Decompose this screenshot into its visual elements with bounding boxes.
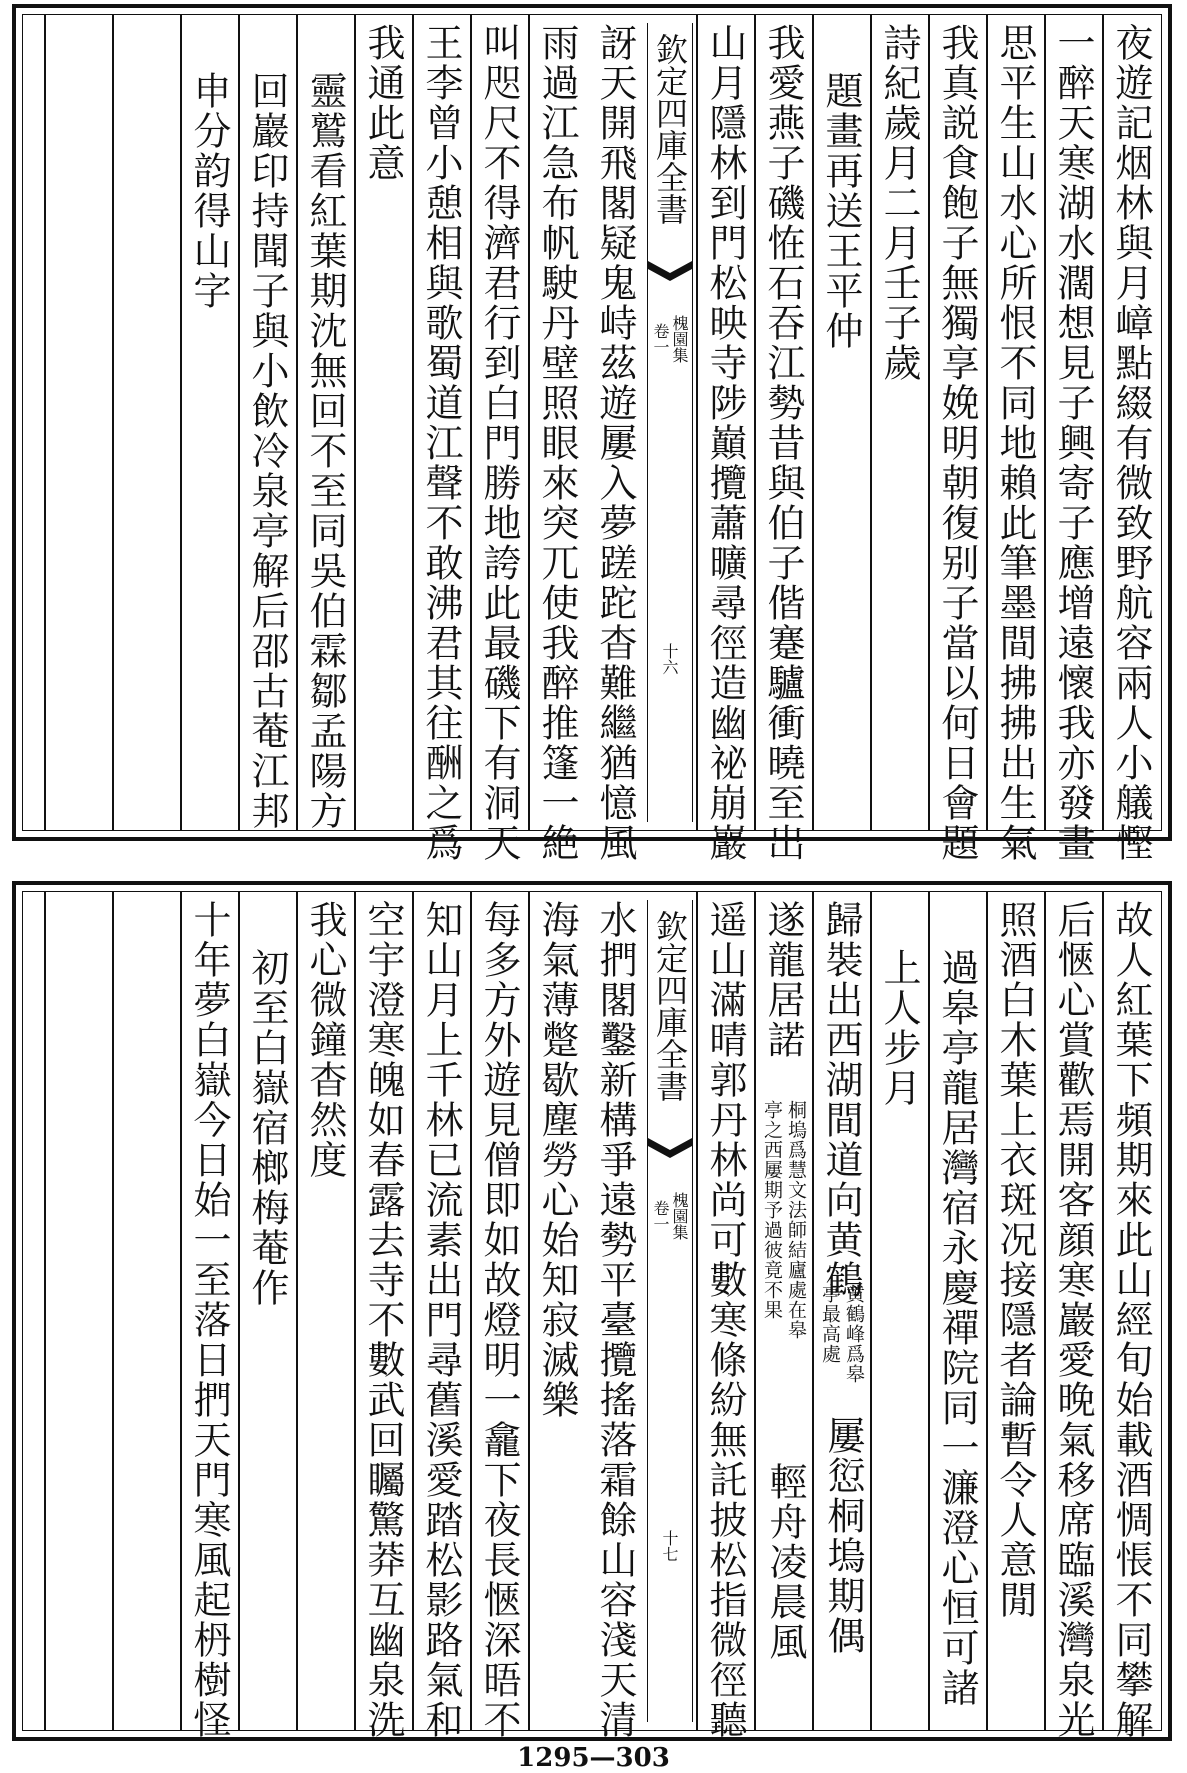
blank-column [117,23,177,822]
center-fold [647,23,693,822]
fishtail-mark-icon [648,1138,692,1164]
library-title: 欽定四庫全書 [651,33,689,225]
bottom-page [12,881,1172,1741]
text-column: 遥山滿晴郭丹林尚可數寒條紛無託披松指微徑聽 [701,900,751,1722]
poem-title: 上人步月 [875,900,925,1722]
text-column: 海氣薄蹩歇塵勞心始知寂滅樂 [533,900,583,1722]
page-number: 十六 [660,643,679,675]
poem-title: 申分韵得山字 [185,23,235,822]
text-column: 我通此意 [359,23,409,822]
text-column: 思平生山水心所恨不同地賴此筆墨間拂拂出生氣 [991,23,1041,822]
text-column: 我愛燕子磯恠石吞江勢昔與伯子偕蹇驢衝曉至出 [759,23,809,822]
page-footer-number: 1295—303 [517,1743,670,1773]
text-column-with-note: 歸裝出西湖間道向黄鶴 黄鶴峰爲皋 亭最高處 屢愆桐塢期偶 [817,900,867,1722]
text-column: 我心微鐘杳然度 [301,900,351,1722]
text-column: 雨過江急布帆駛丹壁照眼來突兀使我醉推篷一絶 [533,23,583,822]
text-column: 照酒白木葉上衣斑况接隱者論暫令人意閒 [991,900,1041,1722]
text-column: 訝天開飛閣疑鬼峙茲遊屢入夢蹉跎杳難繼猶憶風 [593,23,637,863]
text-column: 夜遊記烟林與月嶂點綴有微致野航容兩人小艤慳 [1107,23,1157,822]
text-column: 十年夢白嶽今日始一至落日捫天門寒風起枬樹怪 [185,900,235,1722]
text-column: 空宇澄寒魄如春露去寺不數武回矚驚莽互幽泉洗 [359,900,409,1722]
bottom-page-frame [22,891,1162,1740]
top-page [12,4,1172,863]
annotation-note: 黄鶴峰爲皋 [843,1284,865,1384]
text-column: 后愜心賞歡焉開客顔寒巖愛晚氣移席臨溪灣泉光 [1049,900,1099,1722]
text-column: 叫咫尺不得濟君行到白門勝地誇此最磯下有洞天 [475,23,525,822]
blank-column [49,900,109,1722]
volume-label: 卷一 [651,323,670,355]
text-column: 知山月上千林已流素出門尋舊溪愛踏松影路氣和 [417,900,467,1722]
volume-label: 卷一 [651,1200,670,1232]
page-number: 十七 [660,1530,679,1562]
fishtail-mark-icon [648,261,692,287]
text-column: 王李曾小憩相與歌蜀道江聲不敢沸君其往酬之爲 [417,23,467,822]
text-column: 一醉天寒湖水濶想見子興寄子應增遠懷我亦發畫 [1049,23,1099,822]
poem-title: 題畫再送王平仲 [817,23,867,822]
blank-column [117,900,177,1722]
text-column: 故人紅葉下頻期來此山經旬始載酒惆悵不同攀解 [1107,900,1157,1722]
annotation-note: 亭之西屢期予過彼竟不果 [761,1100,783,1320]
blank-column [49,23,109,822]
text-column: 我真説食飽子無獨享娩明朝復别子當以何日會題 [933,23,983,822]
annotation-note: 亭最高處 [819,1284,841,1364]
poem-title: 靈鷲看紅葉期沈無回不至同吳伯霖鄒孟陽方 [301,23,351,822]
text-column: 山月隱林到門松映寺陟巔攬蕭曠尋徑造幽祕崩巖 [701,23,751,822]
top-page-frame [22,14,1162,863]
book-title: 槐園集 [670,1192,689,1240]
text-column: 每多方外遊見僧即如故燈明一龕下夜長愜深晤不 [475,900,525,1722]
book-title: 槐園集 [670,315,689,363]
annotation-note: 桐塢爲慧文法師結廬處在皋 [785,1100,807,1340]
text-column: 水捫閣鑿新構爭遠勢平臺攬搖落霜餘山容淺天清 [593,900,637,1740]
poem-title: 回巖印持聞子與小飲冷泉亭解后邵古菴江邦 [243,23,293,822]
center-fold [647,900,693,1722]
poem-title: 初至白嶽宿榔梅菴作 [243,900,293,1722]
text-column: 詩紀歲月二月壬子歲 [875,23,925,822]
poem-title: 過皋亭龍居灣宿永慶禪院同一濂澄心恒可諸 [933,900,983,1722]
text-column-with-note: 遂龍居諾 桐塢爲慧文法師結廬處在皋 亭之西屢期予過彼竟不果 輕舟凌晨風 [759,900,809,1722]
library-title: 欽定四庫全書 [651,910,689,1102]
